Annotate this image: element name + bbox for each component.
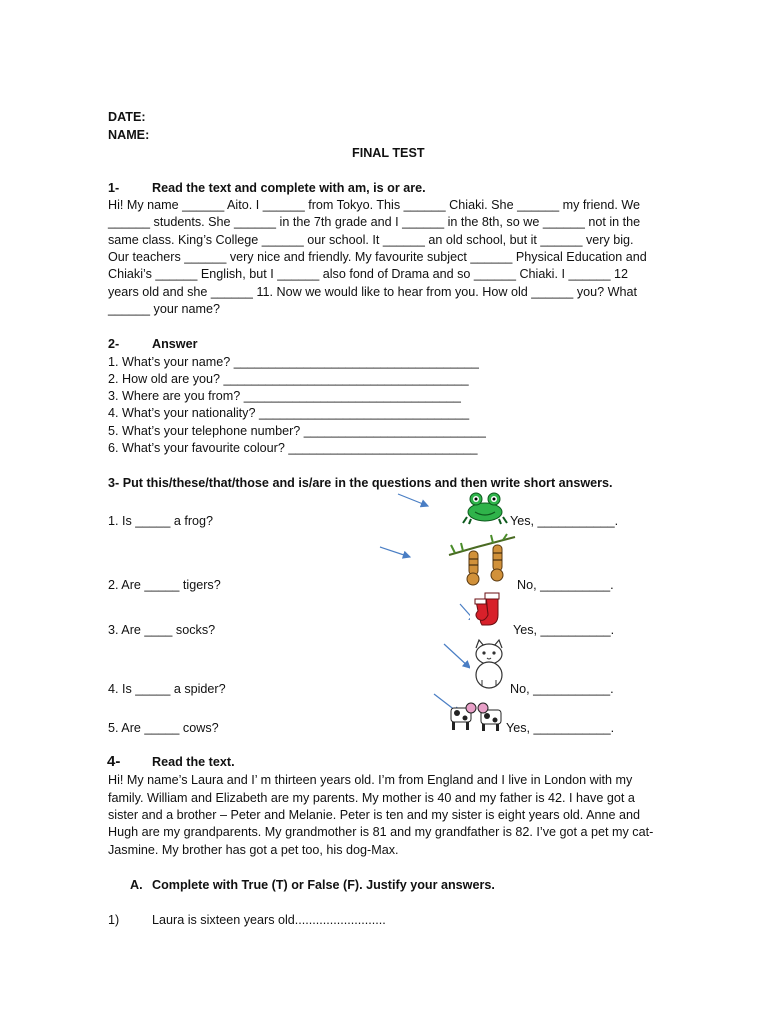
answer-question: 1. What’s your name? ___________________________________	[108, 355, 479, 369]
section2-number: 2-	[108, 337, 120, 351]
section1-line: same class. King’s College ______ our school. It ______ an old school, but it ______ very big.	[108, 233, 634, 247]
arrow-to-frog	[398, 494, 428, 506]
section1-line: years old and she ______ 11. Now we would like to hear from you. How old ______ you? What	[108, 285, 638, 299]
subsection-letter: A.	[130, 878, 143, 892]
section3-instruction: 3- Put this/these/that/those and is/are in the questions and then write short answers.	[108, 476, 613, 490]
exercise-question: 5. Are _____ cows?	[108, 721, 219, 735]
short-answer: No, __________.	[517, 578, 614, 592]
arrow-to-socks	[460, 604, 470, 622]
exercise-question: 2. Are _____ tigers?	[108, 578, 221, 592]
answer-question: 4. What’s your nationality? ______________________________	[108, 406, 470, 420]
subsection-instruction: Complete with True (T) or False (F). Justify your answers.	[152, 878, 495, 892]
section4-number: 4-	[107, 753, 121, 770]
section1-number: 1-	[108, 181, 120, 195]
reading-line: sister and a brother – Peter and Melanie. Peter is ten and my sister is eight years old. Anne and	[108, 808, 641, 822]
socks-icon	[472, 591, 504, 629]
section2-instruction: Answer	[152, 337, 198, 351]
name-label: NAME:	[108, 128, 150, 142]
answer-question: 6. What’s your favourite colour? ___________________________	[108, 441, 478, 455]
exercise-question: 3. Are ____ socks?	[108, 623, 216, 637]
reading-line: Hi! My name’s Laura and I’ m thirteen years old. I’m from England and I live in London with my	[108, 773, 633, 787]
section1-instruction: Read the text and complete with am, is or are.	[152, 181, 426, 195]
section1-line: ______ students. She ______ in the 7th grade and I ______ in the 8th, so we ______ not in the	[108, 215, 641, 229]
arrow-to-cat	[444, 644, 470, 668]
section1-line: ______ your name?	[108, 302, 221, 316]
answer-question: 2. How old are you? ___________________________________	[108, 372, 469, 386]
section1-line: Hi! My name ______ Aito. I ______ from Tokyo. This ______ Chiaki. She ______ my friend. We	[108, 198, 641, 212]
answer-question: 5. What’s your telephone number? __________________________	[108, 424, 486, 438]
frog-icon	[461, 490, 509, 526]
arrow-to-tigers	[380, 547, 410, 557]
page-title: FINAL TEST	[352, 146, 425, 160]
statement-number: 1)	[108, 913, 120, 927]
reading-line: Hugh are my grandparents. My grandmother is 81 and my grandfather is 82. I’ve got a pet my cat-	[108, 825, 654, 839]
exercise-question: 4. Is _____ a spider?	[108, 682, 226, 696]
exercise-question: 1. Is _____ a frog?	[108, 514, 214, 528]
cows-icon	[449, 700, 505, 732]
short-answer: Yes, ___________.	[510, 514, 619, 528]
short-answer: No, ___________.	[510, 682, 614, 696]
date-label: DATE:	[108, 110, 146, 124]
section4-instruction: Read the text.	[152, 755, 235, 769]
answer-question: 3. Where are you from? _______________________________	[108, 389, 461, 403]
cat-icon	[470, 638, 508, 690]
reading-line: family. William and Elizabeth are my parents. My mother is 40 and my father is 42. I have got a	[108, 791, 635, 805]
statement-text: Laura is sixteen years old..........................	[152, 913, 386, 927]
short-answer: Yes, __________.	[513, 623, 615, 637]
section1-line: Our teachers ______ very nice and friendly. My favourite subject ______ Physical Education and	[108, 250, 647, 264]
reading-line: Jasmine. My brother has got a pet too, his dog-Max.	[108, 843, 399, 857]
section1-line: Chiaki’s ______ English, but I ______ also fond of Drama and so ______ Chiaki. I ______ 12	[108, 267, 628, 281]
short-answer: Yes, ___________.	[506, 721, 615, 735]
tigers-on-branch-icon	[447, 533, 519, 591]
